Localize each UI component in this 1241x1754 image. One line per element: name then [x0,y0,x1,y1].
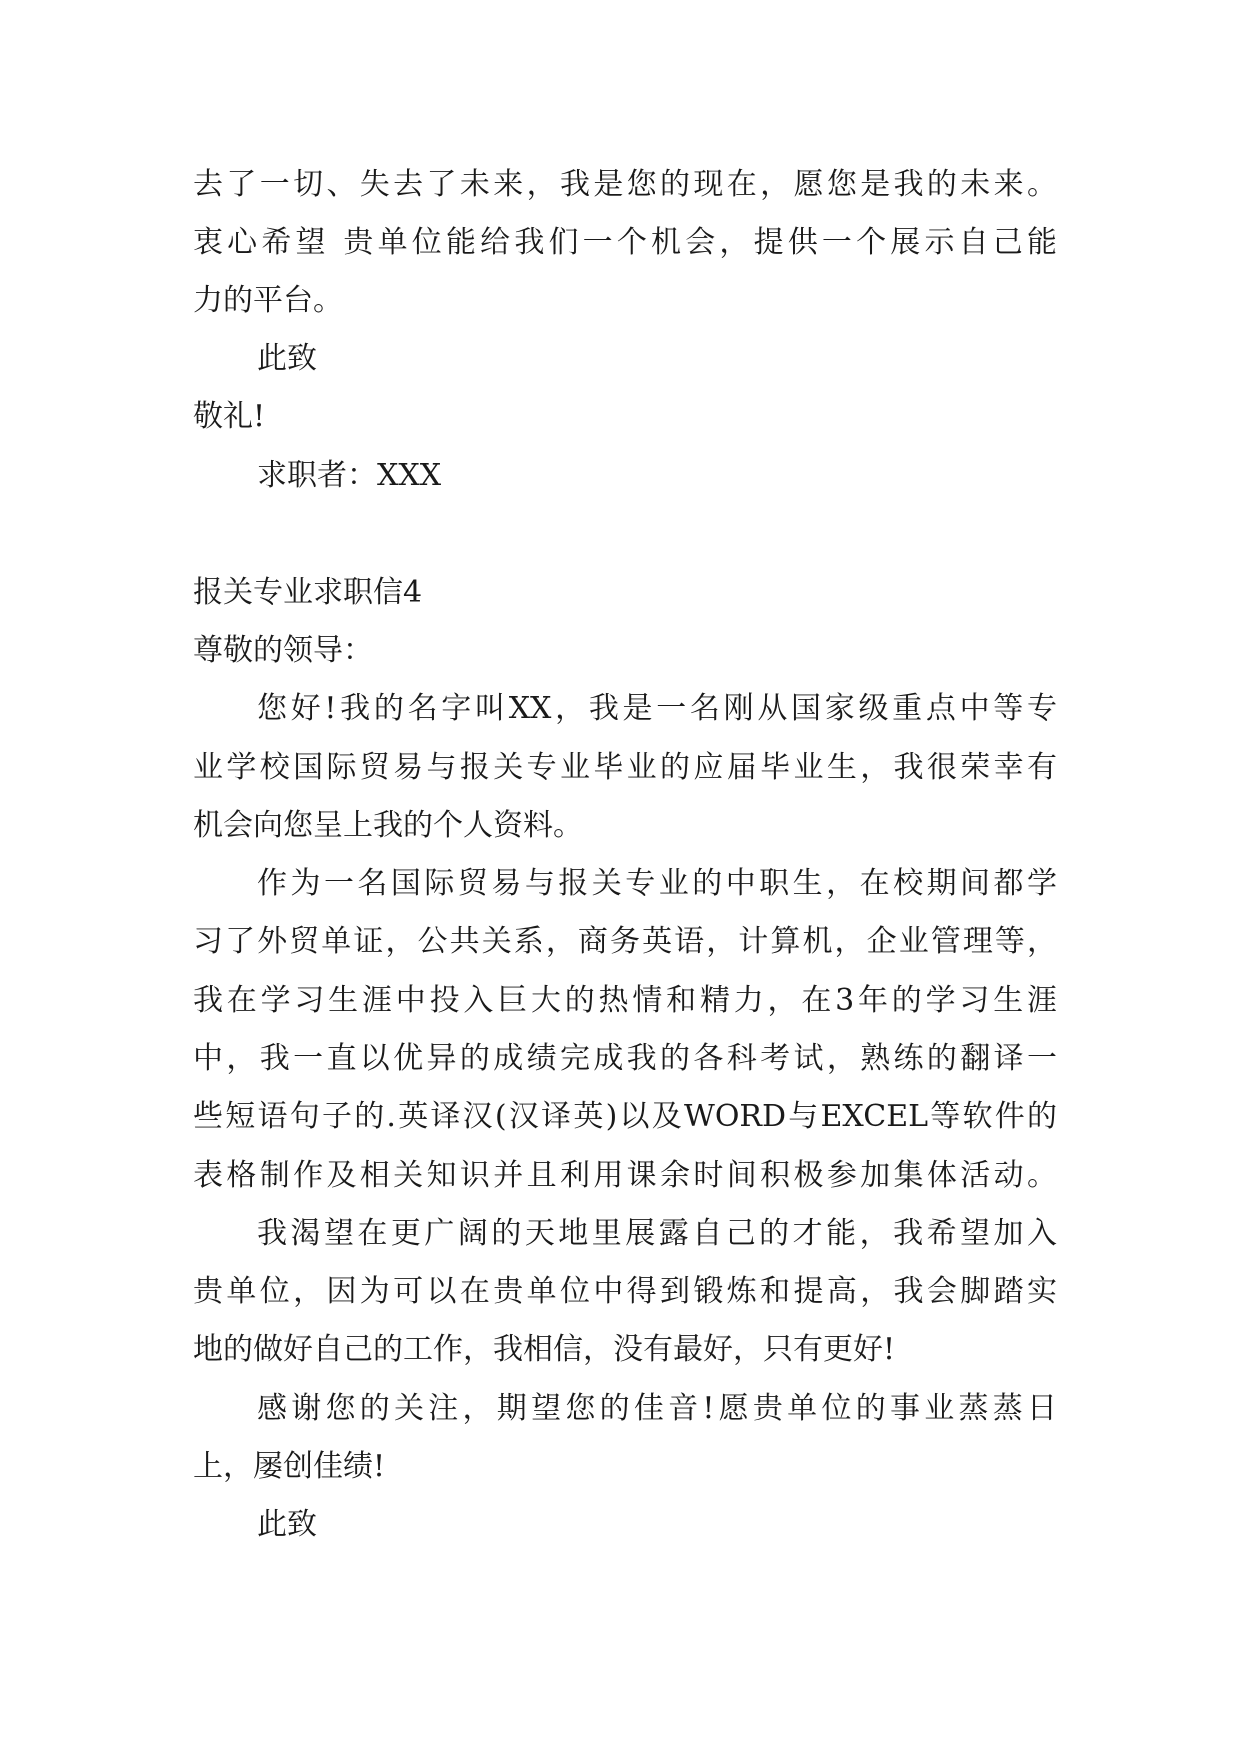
closing-line: 此致 [257,1507,317,1542]
body-line: 中，我一直以优异的成绩完成我的各科考试，熟练的翻译一 [193,1041,1057,1076]
body-line: 表格制作及相关知识并且利用课余时间积极参加集体活动。 [193,1158,1057,1193]
body-line: 我渴望在更广阔的天地里展露自己的才能，我希望加入 [257,1216,1057,1251]
body-line: 上，屡创佳绩! [193,1449,386,1484]
body-line: 衷心希望 贵单位能给我们一个机会，提供一个展示自己能 [193,225,1057,260]
body-line: 力的平台。 [193,283,343,318]
body-line: 去了一切、失去了未来，我是您的现在，愿您是我的未来。 [193,167,1057,202]
body-line: 贵单位，因为可以在贵单位中得到锻炼和提高，我会脚踏实 [193,1274,1057,1309]
body-line: 我在学习生涯中投入巨大的热情和精力，在3年的学习生涯 [193,983,1057,1018]
body-line: 些短语句子的.英译汉(汉译英)以及WORD与EXCEL等软件的 [193,1099,1057,1134]
body-line: 机会向您呈上我的个人资料。 [193,808,583,843]
body-line: 作为一名国际贸易与报关专业的中职生，在校期间都学 [257,866,1057,901]
salutation-line: 敬礼! [193,399,266,434]
body-line: 感谢您的关注，期望您的佳音!愿贵单位的事业蒸蒸日 [257,1391,1057,1426]
body-line: 地的做好自己的工作，我相信，没有最好，只有更好! [193,1332,896,1367]
closing-line: 此致 [257,341,317,376]
body-line: 您好!我的名字叫XX，我是一名刚从国家级重点中等专 [257,691,1057,726]
body-line: 业学校国际贸易与报关专业毕业的应届毕业生，我很荣幸有 [193,750,1057,785]
section-title: 报关专业求职信4 [193,575,423,610]
body-line: 习了外贸单证，公共关系，商务英语，计算机，企业管理等， [193,924,1057,959]
greeting-line: 尊敬的领导： [193,633,373,668]
signature-line: 求职者：XXX [257,458,442,493]
